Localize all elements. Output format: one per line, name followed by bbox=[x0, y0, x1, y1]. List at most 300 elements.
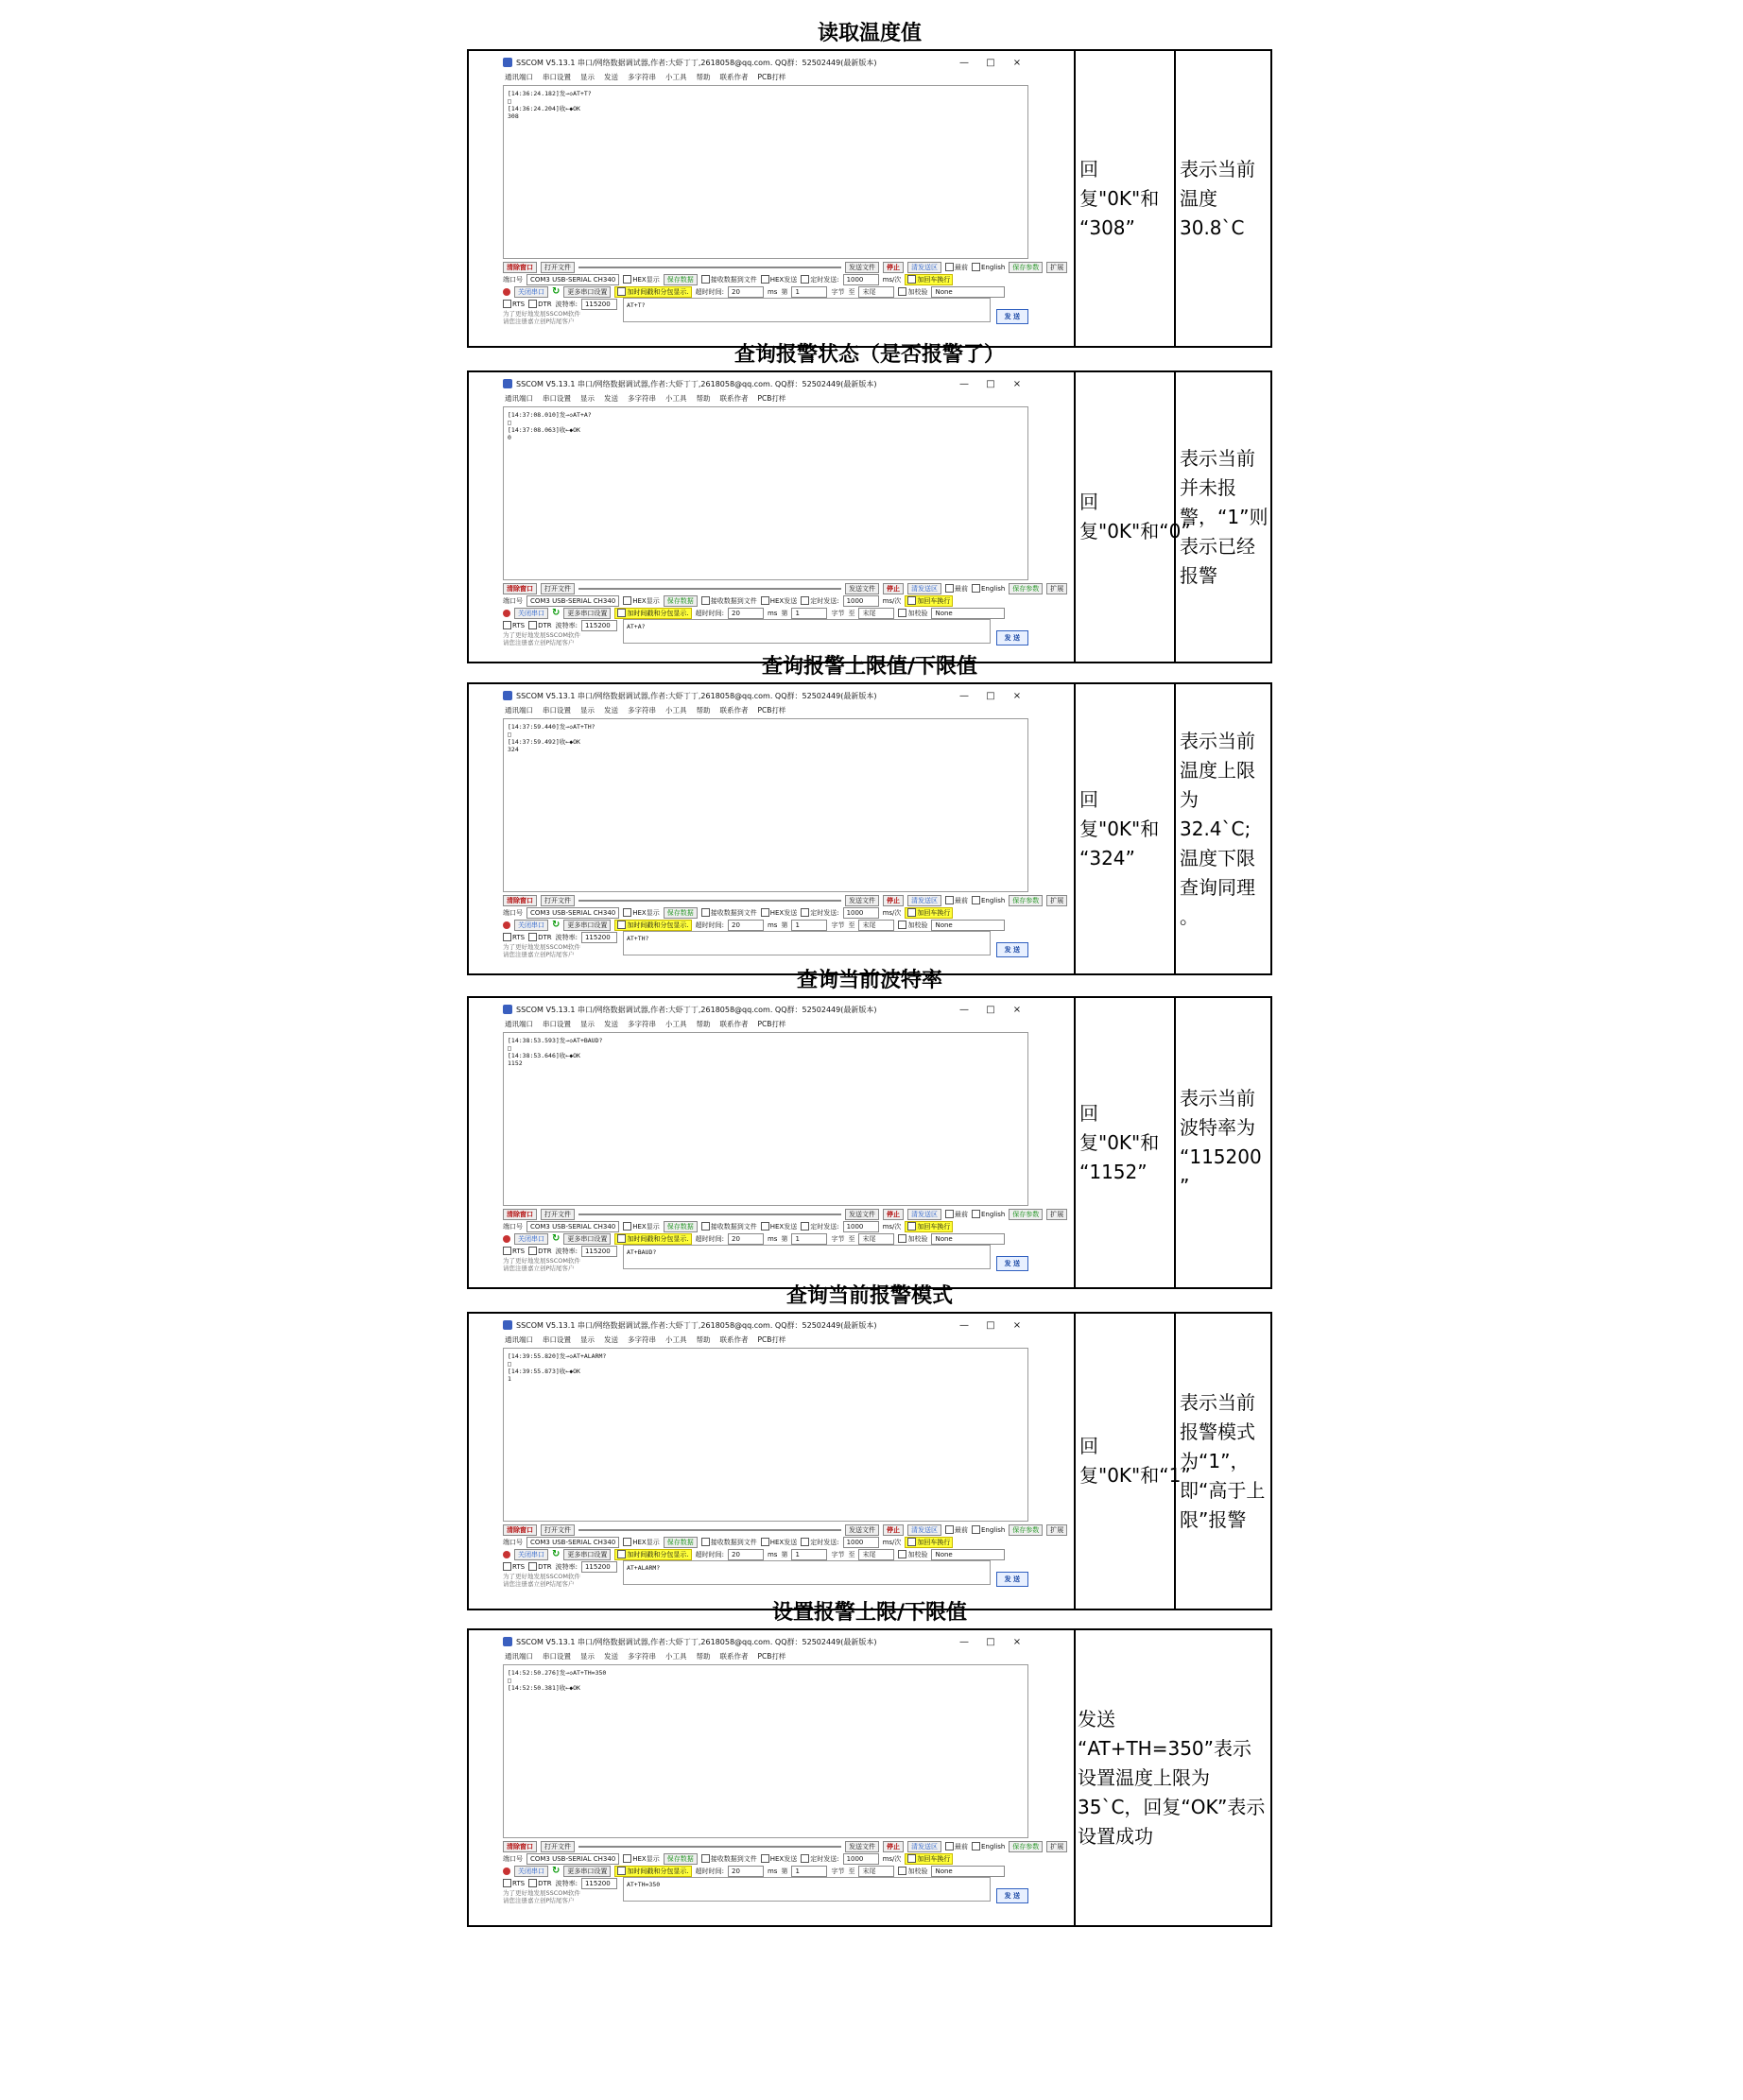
rts-checkbox[interactable]: RTS bbox=[503, 299, 525, 310]
menu-item-contact[interactable]: 联系作者 bbox=[719, 1651, 749, 1661]
checksum-select[interactable]: None bbox=[931, 920, 1005, 931]
menu-item-contact[interactable]: 联系作者 bbox=[719, 705, 749, 714]
end-select[interactable]: 末尾 bbox=[858, 286, 894, 298]
open-file-button[interactable]: 打开文件 bbox=[541, 895, 575, 906]
add-crlf-checkbox[interactable]: 加回车换行 bbox=[905, 274, 953, 285]
menu-item-send[interactable]: 发送 bbox=[604, 1651, 618, 1661]
timestamp-checkbox[interactable]: 加时间戳和分包显示. bbox=[614, 608, 691, 619]
topmost-checkbox[interactable]: 最前 bbox=[945, 1209, 968, 1220]
menu-item-send[interactable]: 发送 bbox=[604, 1334, 618, 1344]
file-path-field[interactable] bbox=[578, 1846, 841, 1848]
expand-button[interactable]: 扩展 bbox=[1046, 583, 1067, 594]
maximize-button[interactable]: □ bbox=[986, 1004, 995, 1015]
dtr-checkbox[interactable]: DTR bbox=[528, 932, 552, 943]
recv-to-file-checkbox[interactable]: 接收数据到文件 bbox=[701, 1537, 757, 1548]
menu-item-display[interactable]: 显示 bbox=[580, 1651, 595, 1661]
hex-send-checkbox[interactable]: HEX发送 bbox=[761, 907, 797, 919]
menu-bar bbox=[503, 1017, 1028, 1030]
english-checkbox[interactable]: English bbox=[972, 583, 1005, 594]
menu-item-multi-string[interactable]: 多字符串 bbox=[628, 1019, 656, 1028]
timed-send-checkbox[interactable]: 定时发送: bbox=[801, 907, 838, 919]
menu-item-serial-settings[interactable]: 串口设置 bbox=[543, 1651, 571, 1661]
menu-item-multi-string[interactable]: 多字符串 bbox=[628, 1651, 656, 1661]
window-title: SSCOM V5.13.1 串口/网络数据调试器,作者:大虾丁丁,2618058@qq.com. QQ群：52502449(最新版本) bbox=[516, 1320, 877, 1330]
receive-area[interactable] bbox=[503, 406, 1028, 580]
more-settings-button[interactable]: 更多串口设置 bbox=[563, 1866, 611, 1877]
english-checkbox[interactable]: English bbox=[972, 895, 1005, 906]
send-button[interactable]: 发 送 bbox=[996, 1888, 1028, 1903]
receive-area[interactable] bbox=[503, 85, 1028, 259]
menu-item-multi-string[interactable]: 多字符串 bbox=[628, 1334, 656, 1344]
refresh-icon[interactable]: ↻ bbox=[552, 1548, 561, 1559]
save-data-button[interactable]: 保存数据 bbox=[664, 1221, 698, 1232]
menu-item-send[interactable]: 发送 bbox=[604, 393, 618, 403]
port-select[interactable]: COM3 USB-SERIAL CH340 bbox=[526, 595, 619, 607]
menu-item-help[interactable]: 帮助 bbox=[696, 705, 711, 714]
byte-input[interactable]: 1 bbox=[791, 1233, 827, 1245]
menu-item-display[interactable]: 显示 bbox=[580, 1334, 595, 1344]
timeout-input[interactable]: 20 bbox=[728, 608, 764, 619]
topmost-checkbox[interactable]: 最前 bbox=[945, 1524, 968, 1536]
receive-area[interactable] bbox=[503, 1348, 1028, 1522]
clear-window-button[interactable]: 清除窗口 bbox=[503, 262, 537, 273]
hex-display-checkbox[interactable]: HEX显示 bbox=[623, 595, 659, 607]
save-params-button[interactable]: 保存参数 bbox=[1009, 583, 1043, 594]
more-settings-button[interactable]: 更多串口设置 bbox=[563, 1549, 611, 1560]
file-path-field[interactable] bbox=[578, 588, 841, 590]
log-line: [14:37:59.492]收←◆OK bbox=[508, 738, 580, 746]
close-port-button[interactable]: 关闭串口 bbox=[514, 920, 548, 931]
stop-button[interactable]: 停止 bbox=[883, 583, 904, 594]
clear-window-button[interactable]: 清除窗口 bbox=[503, 895, 537, 906]
menu-item-help[interactable]: 帮助 bbox=[696, 393, 711, 403]
add-crlf-checkbox[interactable]: 加回车换行 bbox=[905, 907, 953, 919]
send-input[interactable] bbox=[623, 931, 991, 955]
menu-item-help[interactable]: 帮助 bbox=[696, 1019, 711, 1028]
close-port-button[interactable]: 关闭串口 bbox=[514, 608, 548, 619]
baud-select[interactable]: 115200 bbox=[581, 1878, 617, 1889]
english-checkbox[interactable]: English bbox=[972, 1841, 1005, 1852]
menu-item-serial-settings[interactable]: 串口设置 bbox=[543, 705, 571, 714]
open-file-button[interactable]: 打开文件 bbox=[541, 1209, 575, 1220]
title-bar bbox=[503, 1634, 1028, 1649]
menu-item-send[interactable]: 发送 bbox=[604, 1019, 618, 1028]
menu-item-tools[interactable]: 小工具 bbox=[665, 705, 687, 714]
interval-input[interactable]: 1000 bbox=[843, 907, 879, 919]
file-path-field[interactable] bbox=[578, 1529, 841, 1531]
menu-item-tools[interactable]: 小工具 bbox=[665, 1019, 687, 1028]
menu-item-send[interactable]: 发送 bbox=[604, 72, 618, 81]
topmost-checkbox[interactable]: 最前 bbox=[945, 583, 968, 594]
menu-item-display[interactable]: 显示 bbox=[580, 72, 595, 81]
log-line: [14:38:53.593]发→◇AT+BAUD? bbox=[508, 1037, 603, 1044]
save-data-button[interactable]: 保存数据 bbox=[664, 595, 698, 607]
checksum-checkbox[interactable]: 加校验 bbox=[898, 1549, 927, 1560]
checksum-checkbox[interactable]: 加校验 bbox=[898, 1866, 927, 1877]
close-button[interactable]: × bbox=[1012, 57, 1022, 68]
english-checkbox[interactable]: English bbox=[972, 1524, 1005, 1536]
timeout-input[interactable]: 20 bbox=[728, 1866, 764, 1877]
minimize-button[interactable]: — bbox=[959, 1319, 969, 1331]
dtr-checkbox[interactable]: DTR bbox=[528, 1246, 552, 1257]
baud-select[interactable]: 115200 bbox=[581, 299, 617, 310]
end-select[interactable]: 末尾 bbox=[858, 920, 894, 931]
save-params-button[interactable]: 保存参数 bbox=[1009, 1841, 1043, 1852]
send-button[interactable]: 发 送 bbox=[996, 630, 1028, 645]
close-button[interactable]: × bbox=[1012, 1004, 1022, 1015]
table-row bbox=[467, 1628, 1272, 1927]
file-path-field[interactable] bbox=[578, 267, 841, 268]
baud-label: 波特率: bbox=[555, 1562, 578, 1571]
add-crlf-checkbox[interactable]: 加回车换行 bbox=[905, 595, 953, 607]
save-data-button[interactable]: 保存数据 bbox=[664, 1537, 698, 1548]
send-file-button[interactable]: 发送文件 bbox=[845, 583, 879, 594]
port-select[interactable]: COM3 USB-SERIAL CH340 bbox=[526, 1853, 619, 1865]
menu-item-pcb[interactable]: PCB打样 bbox=[757, 705, 786, 714]
menu-item-contact[interactable]: 联系作者 bbox=[719, 1019, 749, 1028]
save-params-button[interactable]: 保存参数 bbox=[1009, 1209, 1043, 1220]
menu-item-port[interactable]: 通讯端口 bbox=[505, 393, 533, 403]
checksum-checkbox[interactable]: 加校验 bbox=[898, 1233, 927, 1245]
topmost-checkbox[interactable]: 最前 bbox=[945, 1841, 968, 1852]
clear-send-button[interactable]: 清发送区 bbox=[907, 583, 941, 594]
dtr-checkbox[interactable]: DTR bbox=[528, 1561, 552, 1573]
send-file-button[interactable]: 发送文件 bbox=[845, 1841, 879, 1852]
save-params-button[interactable]: 保存参数 bbox=[1009, 262, 1043, 273]
menu-item-pcb[interactable]: PCB打样 bbox=[757, 1019, 786, 1028]
reply-cell: 回复"0K"和“0” bbox=[1076, 372, 1176, 662]
minimize-button[interactable]: — bbox=[959, 690, 969, 701]
topmost-checkbox[interactable]: 最前 bbox=[945, 262, 968, 273]
hex-send-checkbox[interactable]: HEX发送 bbox=[761, 1537, 797, 1548]
minimize-button[interactable]: — bbox=[959, 1004, 969, 1015]
hex-display-checkbox[interactable]: HEX显示 bbox=[623, 1221, 659, 1232]
clear-window-button[interactable]: 清除窗口 bbox=[503, 583, 537, 594]
hex-send-checkbox[interactable]: HEX发送 bbox=[761, 274, 797, 285]
menu-item-display[interactable]: 显示 bbox=[580, 705, 595, 714]
window-title: SSCOM V5.13.1 串口/网络数据调试器,作者:大虾丁丁,2618058@qq.com. QQ群：52502449(最新版本) bbox=[516, 58, 877, 67]
timeout-input[interactable]: 20 bbox=[728, 1233, 764, 1245]
table-row bbox=[467, 370, 1272, 663]
menu-item-help[interactable]: 帮助 bbox=[696, 1334, 711, 1344]
send-button[interactable]: 发 送 bbox=[996, 309, 1028, 324]
recv-to-file-checkbox[interactable]: 接收数据到文件 bbox=[701, 1221, 757, 1232]
menu-item-tools[interactable]: 小工具 bbox=[665, 72, 687, 81]
menu-bar bbox=[503, 703, 1028, 716]
timed-send-checkbox[interactable]: 定时发送: bbox=[801, 1853, 838, 1865]
menu-item-contact[interactable]: 联系作者 bbox=[719, 72, 749, 81]
checksum-checkbox[interactable]: 加校验 bbox=[898, 286, 927, 298]
dtr-checkbox[interactable]: DTR bbox=[528, 620, 552, 631]
expand-button[interactable]: 扩展 bbox=[1046, 262, 1067, 273]
baud-select[interactable]: 115200 bbox=[581, 620, 617, 631]
clear-send-button[interactable]: 清发送区 bbox=[907, 1524, 941, 1536]
timeout-input[interactable]: 20 bbox=[728, 920, 764, 931]
port-select[interactable]: COM3 USB-SERIAL CH340 bbox=[526, 1221, 619, 1232]
menu-item-multi-string[interactable]: 多字符串 bbox=[628, 72, 656, 81]
stop-button[interactable]: 停止 bbox=[883, 1524, 904, 1536]
baud-select[interactable]: 115200 bbox=[581, 1246, 617, 1257]
menu-item-port[interactable]: 通讯端口 bbox=[505, 72, 533, 81]
rts-checkbox[interactable]: RTS bbox=[503, 932, 525, 943]
interval-input[interactable]: 1000 bbox=[843, 1537, 879, 1548]
table-row bbox=[467, 49, 1272, 348]
timed-send-checkbox[interactable]: 定时发送: bbox=[801, 1221, 838, 1232]
timeout-unit: ms bbox=[767, 921, 778, 929]
byte-label: 字节 bbox=[831, 1867, 845, 1875]
add-crlf-checkbox[interactable]: 加回车换行 bbox=[905, 1853, 953, 1865]
file-path-field[interactable] bbox=[578, 900, 841, 902]
send-text: AT+T? bbox=[626, 301, 646, 309]
english-checkbox[interactable]: English bbox=[972, 1209, 1005, 1220]
refresh-icon[interactable]: ↻ bbox=[552, 919, 561, 930]
clear-window-button[interactable]: 清除窗口 bbox=[503, 1209, 537, 1220]
menu-item-pcb[interactable]: PCB打样 bbox=[757, 72, 786, 81]
minimize-button[interactable]: — bbox=[959, 1636, 969, 1647]
note-cell: 表示当前温度上限为 32.4`C; 温度下限查询同理 。 bbox=[1180, 729, 1255, 928]
stop-button[interactable]: 停止 bbox=[883, 1841, 904, 1852]
reply-cell: 回复"0K"和 “308” bbox=[1076, 51, 1176, 346]
rts-checkbox[interactable]: RTS bbox=[503, 1561, 525, 1573]
open-file-button[interactable]: 打开文件 bbox=[541, 1841, 575, 1852]
port-select[interactable]: COM3 USB-SERIAL CH340 bbox=[526, 274, 619, 285]
timestamp-checkbox[interactable]: 加时间戳和分包显示. bbox=[614, 1549, 691, 1560]
section-title bbox=[467, 342, 1272, 369]
send-file-button[interactable]: 发送文件 bbox=[845, 1209, 879, 1220]
stop-button[interactable]: 停止 bbox=[883, 1209, 904, 1220]
expand-button[interactable]: 扩展 bbox=[1046, 895, 1067, 906]
open-file-button[interactable]: 打开文件 bbox=[541, 262, 575, 273]
file-path-field[interactable] bbox=[578, 1214, 841, 1215]
menu-item-help[interactable]: 帮助 bbox=[696, 1651, 711, 1661]
save-data-button[interactable]: 保存数据 bbox=[664, 274, 698, 285]
baud-select[interactable]: 115200 bbox=[581, 1561, 617, 1573]
hex-send-checkbox[interactable]: HEX发送 bbox=[761, 595, 797, 607]
menu-item-contact[interactable]: 联系作者 bbox=[719, 1334, 749, 1344]
expand-button[interactable]: 扩展 bbox=[1046, 1209, 1067, 1220]
screenshot-cell bbox=[469, 998, 1076, 1287]
checksum-checkbox[interactable]: 加校验 bbox=[898, 608, 927, 619]
clear-window-button[interactable]: 清除窗口 bbox=[503, 1841, 537, 1852]
menu-item-port[interactable]: 通讯端口 bbox=[505, 1651, 533, 1661]
checksum-select[interactable]: None bbox=[931, 1549, 1005, 1560]
clear-send-button[interactable]: 清发送区 bbox=[907, 1209, 941, 1220]
byte-label: 字节 bbox=[831, 921, 845, 929]
more-settings-button[interactable]: 更多串口设置 bbox=[563, 920, 611, 931]
menu-bar bbox=[503, 391, 1028, 405]
refresh-icon[interactable]: ↻ bbox=[552, 285, 561, 297]
interval-input[interactable]: 1000 bbox=[843, 1853, 879, 1865]
port-select[interactable]: COM3 USB-SERIAL CH340 bbox=[526, 1537, 619, 1548]
byte-prefix: 第 bbox=[781, 1234, 788, 1243]
menu-item-serial-settings[interactable]: 串口设置 bbox=[543, 72, 571, 81]
recv-to-file-checkbox[interactable]: 接收数据到文件 bbox=[701, 595, 757, 607]
menu-item-contact[interactable]: 联系作者 bbox=[719, 393, 749, 403]
close-button[interactable]: × bbox=[1012, 1319, 1022, 1331]
send-file-button[interactable]: 发送文件 bbox=[845, 895, 879, 906]
dtr-checkbox[interactable]: DTR bbox=[528, 299, 552, 310]
refresh-icon[interactable]: ↻ bbox=[552, 607, 561, 618]
byte-input[interactable]: 1 bbox=[791, 1549, 827, 1560]
port-select[interactable]: COM3 USB-SERIAL CH340 bbox=[526, 907, 619, 919]
end-select[interactable]: 末尾 bbox=[858, 1549, 894, 1560]
menu-item-tools[interactable]: 小工具 bbox=[665, 393, 687, 403]
clear-send-button[interactable]: 清发送区 bbox=[907, 895, 941, 906]
add-crlf-checkbox[interactable]: 加回车换行 bbox=[905, 1537, 953, 1548]
menu-item-serial-settings[interactable]: 串口设置 bbox=[543, 1334, 571, 1344]
hex-display-checkbox[interactable]: HEX显示 bbox=[623, 274, 659, 285]
end-select[interactable]: 末尾 bbox=[858, 1233, 894, 1245]
expand-button[interactable]: 扩展 bbox=[1046, 1841, 1067, 1852]
byte-input[interactable]: 1 bbox=[791, 286, 827, 298]
byte-label: 字节 bbox=[831, 609, 845, 617]
menu-item-send[interactable]: 发送 bbox=[604, 705, 618, 714]
checksum-select[interactable]: None bbox=[931, 286, 1005, 298]
send-input[interactable] bbox=[623, 1877, 991, 1902]
save-params-button[interactable]: 保存参数 bbox=[1009, 1524, 1043, 1536]
timed-send-checkbox[interactable]: 定时发送: bbox=[801, 274, 838, 285]
interval-input[interactable]: 1000 bbox=[843, 1221, 879, 1232]
stop-button[interactable]: 停止 bbox=[883, 895, 904, 906]
hex-send-checkbox[interactable]: HEX发送 bbox=[761, 1221, 797, 1232]
more-settings-button[interactable]: 更多串口设置 bbox=[563, 1233, 611, 1245]
send-button[interactable]: 发 送 bbox=[996, 942, 1028, 957]
stop-button[interactable]: 停止 bbox=[883, 262, 904, 273]
byte-input[interactable]: 1 bbox=[791, 920, 827, 931]
maximize-button[interactable]: □ bbox=[986, 57, 995, 68]
interval-input[interactable]: 1000 bbox=[843, 595, 879, 607]
checksum-checkbox[interactable]: 加校验 bbox=[898, 920, 927, 931]
maximize-button[interactable]: □ bbox=[986, 1636, 995, 1647]
minimize-button[interactable]: — bbox=[959, 57, 969, 68]
close-port-button[interactable]: 关闭串口 bbox=[514, 1549, 548, 1560]
send-button[interactable]: 发 送 bbox=[996, 1572, 1028, 1587]
save-params-button[interactable]: 保存参数 bbox=[1009, 895, 1043, 906]
interval-input[interactable]: 1000 bbox=[843, 274, 879, 285]
hex-send-checkbox[interactable]: HEX发送 bbox=[761, 1853, 797, 1865]
timed-send-checkbox[interactable]: 定时发送: bbox=[801, 595, 838, 607]
menu-bar bbox=[503, 1649, 1028, 1662]
hex-display-checkbox[interactable]: HEX显示 bbox=[623, 1537, 659, 1548]
clear-window-button[interactable]: 清除窗口 bbox=[503, 1524, 537, 1536]
recv-to-file-checkbox[interactable]: 接收数据到文件 bbox=[701, 907, 757, 919]
end-select[interactable]: 末尾 bbox=[858, 608, 894, 619]
menu-item-pcb[interactable]: PCB打样 bbox=[757, 1334, 786, 1344]
checksum-select[interactable]: None bbox=[931, 608, 1005, 619]
timestamp-checkbox[interactable]: 加时间戳和分包显示. bbox=[614, 920, 691, 931]
receive-area[interactable] bbox=[503, 1664, 1028, 1838]
menu-item-help[interactable]: 帮助 bbox=[696, 72, 711, 81]
receive-area[interactable] bbox=[503, 718, 1028, 892]
close-port-button[interactable]: 关闭串口 bbox=[514, 1866, 548, 1877]
add-crlf-checkbox[interactable]: 加回车换行 bbox=[905, 1221, 953, 1232]
interval-unit: ms/次 bbox=[882, 1222, 902, 1231]
menu-item-pcb[interactable]: PCB打样 bbox=[757, 1651, 786, 1661]
timestamp-checkbox[interactable]: 加时间戳和分包显示. bbox=[614, 1233, 691, 1245]
byte-input[interactable]: 1 bbox=[791, 1866, 827, 1877]
note-cell: 表示当前温度 30.8`C bbox=[1180, 157, 1255, 239]
send-input[interactable] bbox=[623, 1245, 991, 1269]
baud-select[interactable]: 115200 bbox=[581, 932, 617, 943]
more-settings-button[interactable]: 更多串口设置 bbox=[563, 608, 611, 619]
hex-display-checkbox[interactable]: HEX显示 bbox=[623, 907, 659, 919]
maximize-button[interactable]: □ bbox=[986, 690, 995, 701]
save-data-button[interactable]: 保存数据 bbox=[664, 907, 698, 919]
log-line: [14:38:53.646]收←◆OK bbox=[508, 1052, 580, 1059]
timeout-input[interactable]: 20 bbox=[728, 1549, 764, 1560]
timestamp-checkbox[interactable]: 加时间戳和分包显示. bbox=[614, 286, 691, 298]
rts-checkbox[interactable]: RTS bbox=[503, 620, 525, 631]
timed-send-checkbox[interactable]: 定时发送: bbox=[801, 1537, 838, 1548]
open-file-button[interactable]: 打开文件 bbox=[541, 583, 575, 594]
save-data-button[interactable]: 保存数据 bbox=[664, 1853, 698, 1865]
maximize-button[interactable]: □ bbox=[986, 1319, 995, 1331]
refresh-icon[interactable]: ↻ bbox=[552, 1865, 561, 1876]
send-file-button[interactable]: 发送文件 bbox=[845, 1524, 879, 1536]
hex-display-checkbox[interactable]: HEX显示 bbox=[623, 1853, 659, 1865]
send-button[interactable]: 发 送 bbox=[996, 1256, 1028, 1271]
rts-checkbox[interactable]: RTS bbox=[503, 1246, 525, 1257]
menu-item-tools[interactable]: 小工具 bbox=[665, 1334, 687, 1344]
refresh-icon[interactable]: ↻ bbox=[552, 1232, 561, 1244]
minimize-button[interactable]: — bbox=[959, 378, 969, 389]
send-input[interactable] bbox=[623, 619, 991, 644]
clear-send-button[interactable]: 清发送区 bbox=[907, 1841, 941, 1852]
log-line: 324 bbox=[508, 746, 519, 753]
send-input[interactable] bbox=[623, 1560, 991, 1585]
close-button[interactable]: × bbox=[1012, 690, 1022, 701]
title-bar bbox=[503, 688, 1028, 703]
send-input[interactable] bbox=[623, 298, 991, 322]
menu-item-tools[interactable]: 小工具 bbox=[665, 1651, 687, 1661]
timestamp-checkbox[interactable]: 加时间戳和分包显示. bbox=[614, 1866, 691, 1877]
open-file-button[interactable]: 打开文件 bbox=[541, 1524, 575, 1536]
menu-item-multi-string[interactable]: 多字符串 bbox=[628, 705, 656, 714]
close-port-button[interactable]: 关闭串口 bbox=[514, 286, 548, 298]
rts-checkbox[interactable]: RTS bbox=[503, 1878, 525, 1889]
recv-to-file-checkbox[interactable]: 接收数据到文件 bbox=[701, 1853, 757, 1865]
menu-item-pcb[interactable]: PCB打样 bbox=[757, 393, 786, 403]
dtr-checkbox[interactable]: DTR bbox=[528, 1878, 552, 1889]
end-select[interactable]: 末尾 bbox=[858, 1866, 894, 1877]
expand-button[interactable]: 扩展 bbox=[1046, 1524, 1067, 1536]
recv-to-file-checkbox[interactable]: 接收数据到文件 bbox=[701, 274, 757, 285]
menu-item-port[interactable]: 通讯端口 bbox=[505, 705, 533, 714]
checksum-select[interactable]: None bbox=[931, 1866, 1005, 1877]
receive-area[interactable] bbox=[503, 1032, 1028, 1206]
sscom-window bbox=[503, 1317, 1064, 1588]
english-checkbox[interactable]: English bbox=[972, 262, 1005, 273]
send-file-button[interactable]: 发送文件 bbox=[845, 262, 879, 273]
close-button[interactable]: × bbox=[1012, 378, 1022, 389]
close-button[interactable]: × bbox=[1012, 1636, 1022, 1647]
checksum-select[interactable]: None bbox=[931, 1233, 1005, 1245]
timeout-input[interactable]: 20 bbox=[728, 286, 764, 298]
clear-send-button[interactable]: 清发送区 bbox=[907, 262, 941, 273]
menu-item-port[interactable]: 通讯端口 bbox=[505, 1334, 533, 1344]
menu-item-port[interactable]: 通讯端口 bbox=[505, 1019, 533, 1028]
maximize-button[interactable]: □ bbox=[986, 378, 995, 389]
more-settings-button[interactable]: 更多串口设置 bbox=[563, 286, 611, 298]
byte-input[interactable]: 1 bbox=[791, 608, 827, 619]
menu-item-serial-settings[interactable]: 串口设置 bbox=[543, 393, 571, 403]
close-port-button[interactable]: 关闭串口 bbox=[514, 1233, 548, 1245]
topmost-checkbox[interactable]: 最前 bbox=[945, 895, 968, 906]
menu-item-display[interactable]: 显示 bbox=[580, 1019, 595, 1028]
menu-item-serial-settings[interactable]: 串口设置 bbox=[543, 1019, 571, 1028]
menu-item-display[interactable]: 显示 bbox=[580, 393, 595, 403]
menu-item-multi-string[interactable]: 多字符串 bbox=[628, 393, 656, 403]
